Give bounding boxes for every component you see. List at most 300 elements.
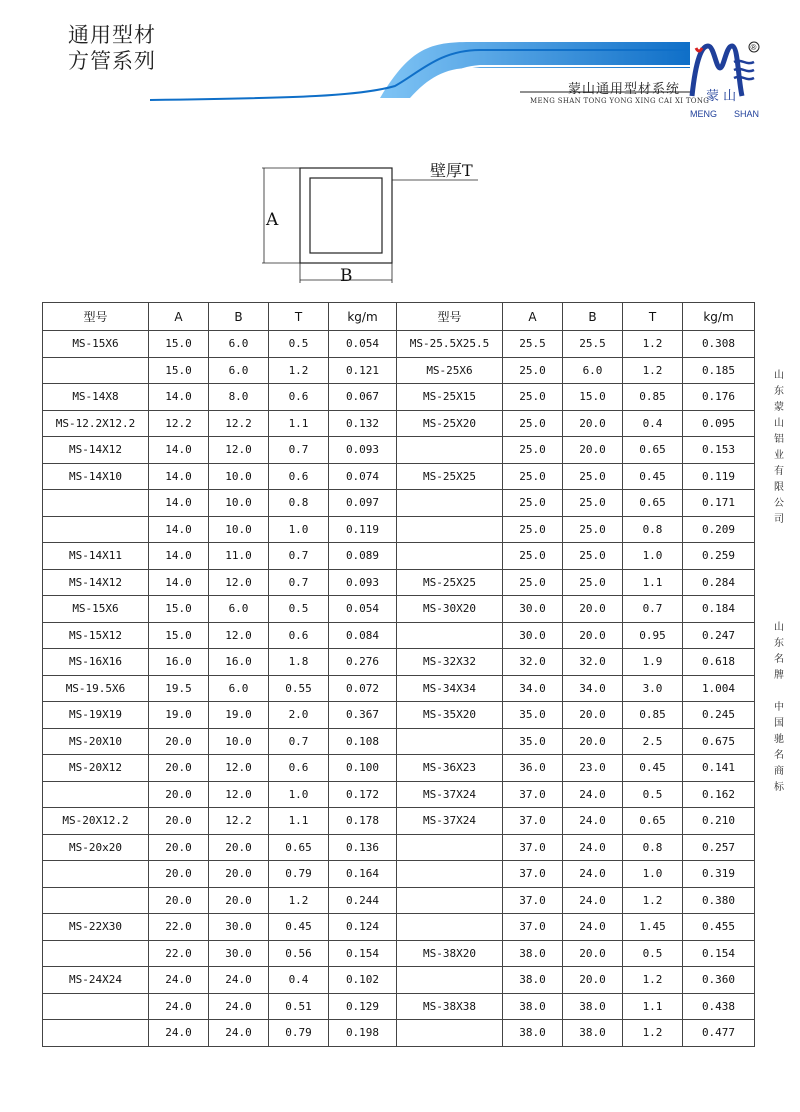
table-cell: 1.2 — [623, 331, 683, 358]
table-cell: 30.0 — [503, 622, 563, 649]
table-cell — [43, 1020, 149, 1047]
table-cell: 0.7 — [269, 543, 329, 570]
table-cell: 34.0 — [563, 675, 623, 702]
table-cell: 35.0 — [503, 702, 563, 729]
table-cell: 0.209 — [683, 516, 755, 543]
table-cell: 0.5 — [269, 596, 329, 623]
table-cell: 12.0 — [209, 781, 269, 808]
logo-en-left: MENG — [690, 109, 717, 119]
logo-glyph-text: 蒙 山 — [706, 89, 737, 104]
table-cell: MS-22X30 — [43, 914, 149, 941]
table-row — [43, 1020, 755, 1047]
table-cell — [43, 781, 149, 808]
table-row — [43, 728, 755, 755]
table-row — [43, 543, 755, 570]
table-cell: MS-15X6 — [43, 596, 149, 623]
table-cell: 0.56 — [269, 940, 329, 967]
table-cell: 0.8 — [269, 490, 329, 517]
table-cell: 0.100 — [329, 755, 397, 782]
table-cell: 24.0 — [563, 861, 623, 888]
side-brand-text-2: 中国驰名商标 — [774, 702, 784, 793]
logo-en-right: SHAN — [734, 109, 760, 119]
table-cell: 0.51 — [269, 993, 329, 1020]
table-cell: 0.067 — [329, 384, 397, 411]
table-cell: MS-25X25 — [397, 569, 503, 596]
table-cell: 25.0 — [503, 490, 563, 517]
table-cell: 20.0 — [563, 702, 623, 729]
table-cell: 24.0 — [563, 914, 623, 941]
table-cell: MS-32X32 — [397, 649, 503, 676]
table-cell: 25.0 — [563, 463, 623, 490]
table-cell: MS-30X20 — [397, 596, 503, 623]
table-cell: 37.0 — [503, 914, 563, 941]
table-cell: MS-14X8 — [43, 384, 149, 411]
table-cell: 0.8 — [623, 516, 683, 543]
dimension-b-label: B — [340, 266, 353, 286]
table-row — [43, 755, 755, 782]
table-cell: 6.0 — [209, 675, 269, 702]
table-cell: 0.95 — [623, 622, 683, 649]
table-cell — [43, 887, 149, 914]
table-cell: 25.0 — [563, 569, 623, 596]
table-cell — [397, 914, 503, 941]
table-cell: 0.102 — [329, 967, 397, 994]
table-cell: 25.0 — [503, 543, 563, 570]
table-cell: 11.0 — [209, 543, 269, 570]
table-cell: 20.0 — [149, 808, 209, 835]
table-cell: 0.276 — [329, 649, 397, 676]
table-cell: 25.0 — [563, 490, 623, 517]
table-cell: 2.0 — [269, 702, 329, 729]
table-row — [43, 993, 755, 1020]
table-row — [43, 808, 755, 835]
table-cell: 0.184 — [683, 596, 755, 623]
table-cell: 0.119 — [329, 516, 397, 543]
table-cell: 12.2 — [149, 410, 209, 437]
table-cell: 14.0 — [149, 490, 209, 517]
table-cell: 0.095 — [683, 410, 755, 437]
table-cell — [43, 993, 149, 1020]
table-cell: 38.0 — [503, 967, 563, 994]
table-cell: 0.171 — [683, 490, 755, 517]
table-cell: 0.438 — [683, 993, 755, 1020]
table-row — [43, 967, 755, 994]
table-cell: 20.0 — [149, 887, 209, 914]
table-cell: 25.0 — [503, 410, 563, 437]
table-cell: 1.2 — [623, 967, 683, 994]
table-cell: 0.79 — [269, 861, 329, 888]
table-cell: 0.178 — [329, 808, 397, 835]
table-cell — [397, 490, 503, 517]
table-cell: 1.2 — [269, 357, 329, 384]
table-cell: MS-24X24 — [43, 967, 149, 994]
column-header: B — [209, 303, 269, 331]
table-cell: 20.0 — [209, 887, 269, 914]
table-row — [43, 437, 755, 464]
table-cell: 0.367 — [329, 702, 397, 729]
table-cell: 12.2 — [209, 808, 269, 835]
table-cell: 1.0 — [269, 781, 329, 808]
table-cell: 14.0 — [149, 569, 209, 596]
table-cell: 0.85 — [623, 384, 683, 411]
table-cell: 0.5 — [269, 331, 329, 358]
table-cell: 20.0 — [149, 781, 209, 808]
table-cell: 37.0 — [503, 834, 563, 861]
table-cell: 24.0 — [149, 993, 209, 1020]
table-cell: 0.244 — [329, 887, 397, 914]
table-cell: MS-12.2X12.2 — [43, 410, 149, 437]
table-cell: 24.0 — [563, 887, 623, 914]
table-cell: 14.0 — [149, 463, 209, 490]
table-cell: MS-14X12 — [43, 437, 149, 464]
table-cell — [397, 834, 503, 861]
table-cell: 0.675 — [683, 728, 755, 755]
table-cell: 37.0 — [503, 808, 563, 835]
table-cell: 0.259 — [683, 543, 755, 570]
table-row — [43, 569, 755, 596]
table-cell: MS-19X19 — [43, 702, 149, 729]
table-header-row — [43, 303, 755, 331]
table-cell: 0.172 — [329, 781, 397, 808]
table-cell — [397, 543, 503, 570]
table-row — [43, 702, 755, 729]
table-cell: 0.308 — [683, 331, 755, 358]
table-row — [43, 914, 755, 941]
table-cell — [43, 490, 149, 517]
table-cell: 1.004 — [683, 675, 755, 702]
table-cell: 20.0 — [149, 728, 209, 755]
column-header: B — [563, 303, 623, 331]
table-cell — [397, 622, 503, 649]
table-cell: 25.0 — [503, 569, 563, 596]
table-cell: 0.141 — [683, 755, 755, 782]
table-cell: 0.198 — [329, 1020, 397, 1047]
table-cell — [397, 967, 503, 994]
table-cell: 0.6 — [269, 384, 329, 411]
table-cell: 24.0 — [209, 993, 269, 1020]
table-cell: 0.119 — [683, 463, 755, 490]
table-cell: 12.0 — [209, 622, 269, 649]
table-cell: 30.0 — [503, 596, 563, 623]
table-cell: 0.45 — [269, 914, 329, 941]
table-cell: 0.5 — [623, 940, 683, 967]
table-cell: 38.0 — [563, 993, 623, 1020]
table-cell — [43, 357, 149, 384]
table-cell: 0.162 — [683, 781, 755, 808]
table-cell: 22.0 — [149, 914, 209, 941]
table-cell: 2.5 — [623, 728, 683, 755]
table-cell: 16.0 — [149, 649, 209, 676]
table-cell: 0.132 — [329, 410, 397, 437]
table-cell: MS-20x20 — [43, 834, 149, 861]
table-cell: 0.6 — [269, 463, 329, 490]
table-cell: 14.0 — [149, 516, 209, 543]
table-cell: 0.093 — [329, 437, 397, 464]
table-cell: MS-25X6 — [397, 357, 503, 384]
table-cell: 0.136 — [329, 834, 397, 861]
table-cell: 1.1 — [623, 993, 683, 1020]
table-cell — [397, 1020, 503, 1047]
table-cell: 36.0 — [503, 755, 563, 782]
table-cell: MS-35X20 — [397, 702, 503, 729]
table-cell: MS-15X6 — [43, 331, 149, 358]
table-cell: 24.0 — [209, 967, 269, 994]
table-cell: 1.0 — [623, 543, 683, 570]
table-cell: 0.7 — [623, 596, 683, 623]
table-cell: 0.319 — [683, 861, 755, 888]
table-cell: 19.5 — [149, 675, 209, 702]
table-cell: MS-14X12 — [43, 569, 149, 596]
table-cell: MS-37X24 — [397, 808, 503, 835]
table-cell: 0.054 — [329, 331, 397, 358]
table-cell — [397, 516, 503, 543]
column-header: 型号 — [397, 303, 503, 331]
table-cell: 24.0 — [149, 967, 209, 994]
table-cell: 0.6 — [269, 755, 329, 782]
table-row — [43, 781, 755, 808]
table-row — [43, 463, 755, 490]
table-cell: 16.0 — [209, 649, 269, 676]
table-cell: 10.0 — [209, 516, 269, 543]
table-cell: 0.153 — [683, 437, 755, 464]
table-cell — [43, 861, 149, 888]
table-cell: 24.0 — [563, 781, 623, 808]
table-cell: 20.0 — [563, 622, 623, 649]
table-cell: 32.0 — [563, 649, 623, 676]
table-cell: MS-15X12 — [43, 622, 149, 649]
table-cell: 20.0 — [563, 437, 623, 464]
table-cell: 15.0 — [149, 596, 209, 623]
table-cell: 6.0 — [209, 331, 269, 358]
table-cell: 0.093 — [329, 569, 397, 596]
table-cell: 0.4 — [623, 410, 683, 437]
table-cell — [397, 437, 503, 464]
table-cell: 1.2 — [269, 887, 329, 914]
table-row — [43, 384, 755, 411]
table-cell: 24.0 — [563, 808, 623, 835]
table-cell: 12.0 — [209, 569, 269, 596]
table-cell: MS-38X20 — [397, 940, 503, 967]
table-cell: 25.0 — [503, 463, 563, 490]
table-cell: 0.074 — [329, 463, 397, 490]
mengshan-logo — [688, 38, 768, 108]
table-cell: 20.0 — [149, 755, 209, 782]
table-cell: 0.089 — [329, 543, 397, 570]
column-header: kg/m — [329, 303, 397, 331]
table-cell: 1.9 — [623, 649, 683, 676]
table-row — [43, 834, 755, 861]
table-cell: 38.0 — [503, 940, 563, 967]
table-cell: 25.5 — [503, 331, 563, 358]
table-cell: 20.0 — [563, 596, 623, 623]
brand-name-en: MENG SHAN TONG YONG XING CAI XI TONG — [530, 97, 710, 105]
table-row — [43, 861, 755, 888]
table-cell: 0.455 — [683, 914, 755, 941]
registered-mark: ® — [750, 43, 757, 52]
table-cell: 25.0 — [503, 516, 563, 543]
table-cell: 24.0 — [563, 834, 623, 861]
table-cell: 0.154 — [683, 940, 755, 967]
table-cell: 0.284 — [683, 569, 755, 596]
table-cell: 0.55 — [269, 675, 329, 702]
table-cell: 1.2 — [623, 1020, 683, 1047]
table-cell: 0.108 — [329, 728, 397, 755]
table-cell: 0.084 — [329, 622, 397, 649]
side-brand-text-1: 山东名牌 — [774, 622, 784, 681]
table-cell: 0.7 — [269, 437, 329, 464]
table-cell: 19.0 — [149, 702, 209, 729]
table-cell: 0.8 — [623, 834, 683, 861]
column-header: A — [503, 303, 563, 331]
table-cell: MS-19.5X6 — [43, 675, 149, 702]
wall-thickness-label: 壁厚T — [430, 161, 473, 180]
table-cell: MS-16X16 — [43, 649, 149, 676]
table-cell: 0.65 — [623, 437, 683, 464]
table-cell: 20.0 — [149, 861, 209, 888]
table-cell: 20.0 — [209, 861, 269, 888]
table-row — [43, 675, 755, 702]
table-cell: 0.7 — [269, 728, 329, 755]
table-cell: 0.380 — [683, 887, 755, 914]
table-cell: 0.65 — [623, 808, 683, 835]
brand-name-cn: 蒙山通用型材系统 — [568, 82, 681, 97]
table-cell: 0.4 — [269, 967, 329, 994]
table-cell: MS-38X38 — [397, 993, 503, 1020]
table-cell: 15.0 — [149, 357, 209, 384]
table-cell: 0.360 — [683, 967, 755, 994]
table-cell: 38.0 — [503, 993, 563, 1020]
title-line-2: 方管系列 — [68, 49, 156, 73]
table-cell: 25.5 — [563, 331, 623, 358]
table-cell: 12.0 — [209, 755, 269, 782]
table-cell: 32.0 — [503, 649, 563, 676]
profile-spec-table — [42, 302, 755, 1047]
table-cell: 25.0 — [503, 384, 563, 411]
table-cell: 10.0 — [209, 728, 269, 755]
table-cell: 0.176 — [683, 384, 755, 411]
title-line-1: 通用型材 — [68, 23, 156, 47]
table-cell: 15.0 — [149, 622, 209, 649]
table-cell: 25.0 — [503, 357, 563, 384]
table-cell: MS-25X15 — [397, 384, 503, 411]
table-cell: 23.0 — [563, 755, 623, 782]
table-cell: 6.0 — [209, 357, 269, 384]
table-cell: 25.0 — [563, 516, 623, 543]
table-cell: 10.0 — [209, 490, 269, 517]
table-cell: 0.5 — [623, 781, 683, 808]
column-header: A — [149, 303, 209, 331]
table-row — [43, 410, 755, 437]
table-cell: 20.0 — [563, 728, 623, 755]
table-cell: 8.0 — [209, 384, 269, 411]
table-cell: 3.0 — [623, 675, 683, 702]
table-cell: 0.7 — [269, 569, 329, 596]
table-cell: MS-25X25 — [397, 463, 503, 490]
table-row — [43, 649, 755, 676]
table-cell: 20.0 — [563, 967, 623, 994]
table-cell: 0.247 — [683, 622, 755, 649]
table-row — [43, 622, 755, 649]
table-cell: 1.1 — [623, 569, 683, 596]
table-cell: 19.0 — [209, 702, 269, 729]
table-cell: 0.65 — [269, 834, 329, 861]
table-cell: 0.210 — [683, 808, 755, 835]
column-header: T — [623, 303, 683, 331]
table-cell: 0.154 — [329, 940, 397, 967]
table-cell: MS-36X23 — [397, 755, 503, 782]
table-cell: 1.45 — [623, 914, 683, 941]
table-cell: 0.618 — [683, 649, 755, 676]
table-cell: 38.0 — [503, 1020, 563, 1047]
table-cell: 0.477 — [683, 1020, 755, 1047]
column-header: kg/m — [683, 303, 755, 331]
table-cell: 35.0 — [503, 728, 563, 755]
table-cell: 25.0 — [563, 543, 623, 570]
table-cell: 24.0 — [149, 1020, 209, 1047]
table-cell: 0.129 — [329, 993, 397, 1020]
table-cell: 1.0 — [623, 861, 683, 888]
table-cell: 10.0 — [209, 463, 269, 490]
table-cell: 14.0 — [149, 437, 209, 464]
table-cell: MS-25.5X25.5 — [397, 331, 503, 358]
table-cell: 12.2 — [209, 410, 269, 437]
table-cell: 14.0 — [149, 543, 209, 570]
table-cell: 15.0 — [149, 331, 209, 358]
table-cell: 0.072 — [329, 675, 397, 702]
table-cell: 1.1 — [269, 808, 329, 835]
column-header: T — [269, 303, 329, 331]
table-cell — [43, 940, 149, 967]
table-cell: 20.0 — [149, 834, 209, 861]
table-cell: 6.0 — [209, 596, 269, 623]
table-row — [43, 490, 755, 517]
table-cell: 0.79 — [269, 1020, 329, 1047]
table-cell: 14.0 — [149, 384, 209, 411]
table-cell: MS-20X10 — [43, 728, 149, 755]
table-cell — [43, 516, 149, 543]
table-cell: 0.124 — [329, 914, 397, 941]
table-cell: 25.0 — [503, 437, 563, 464]
table-cell: MS-20X12.2 — [43, 808, 149, 835]
table-cell: 37.0 — [503, 861, 563, 888]
table-cell: 1.0 — [269, 516, 329, 543]
dimension-a-label: A — [266, 210, 279, 230]
table-cell: 0.45 — [623, 755, 683, 782]
table-cell — [397, 887, 503, 914]
table-cell — [397, 728, 503, 755]
table-row — [43, 331, 755, 358]
table-row — [43, 887, 755, 914]
table-cell: 20.0 — [209, 834, 269, 861]
table-cell: 0.6 — [269, 622, 329, 649]
table-cell: 20.0 — [563, 410, 623, 437]
table-cell: MS-14X11 — [43, 543, 149, 570]
table-cell: 38.0 — [563, 1020, 623, 1047]
table-cell: 1.8 — [269, 649, 329, 676]
table-cell: 24.0 — [209, 1020, 269, 1047]
column-header: 型号 — [43, 303, 149, 331]
table-cell: 15.0 — [563, 384, 623, 411]
table-cell: 0.164 — [329, 861, 397, 888]
side-company-name: 山东蒙山铝业有限公司 — [774, 370, 784, 525]
table-cell: 0.097 — [329, 490, 397, 517]
table-cell: 0.257 — [683, 834, 755, 861]
table-cell: 1.1 — [269, 410, 329, 437]
table-cell: 0.245 — [683, 702, 755, 729]
table-row — [43, 596, 755, 623]
table-cell: 20.0 — [563, 940, 623, 967]
table-cell: 0.85 — [623, 702, 683, 729]
